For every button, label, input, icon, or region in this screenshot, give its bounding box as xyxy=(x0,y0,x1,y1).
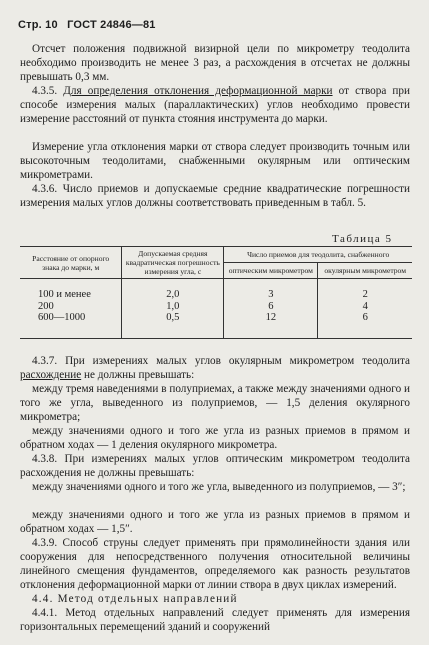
paragraph-half-receptions: между значениями одного и того же угла, выведенного из полуприемов, — 3″; xyxy=(32,481,406,493)
table-row xyxy=(20,301,412,313)
cell-error: 2,0 xyxy=(122,279,224,301)
page-header xyxy=(18,19,162,31)
paragraph-4-4-1: 4.4.1. Метод отдельных направлений следует применять для измерения горизонтальных перемещений зданий и сооружений xyxy=(20,607,410,633)
table-row xyxy=(20,312,412,338)
cell-ocular: 6 xyxy=(318,312,412,338)
paragraph-text: не должны превышать: xyxy=(81,369,195,381)
cell-optical: 3 xyxy=(224,279,318,301)
header-distance: Расстояние от опорного знака до марки, м xyxy=(20,247,122,279)
header-group: Число приемов для теодолита, снабженного xyxy=(224,247,412,263)
underlined-phrase: Для определения отклонения деформационной марки xyxy=(63,85,333,97)
standard-code: ГОСТ 24846—81 xyxy=(67,19,156,31)
header-ocular: окулярным микрометром xyxy=(318,263,412,279)
cell-error: 1,0 xyxy=(122,301,224,313)
cell-optical: 12 xyxy=(224,312,318,338)
paragraph-forward-backward: между значениями одного и того же угла из разных приемов в прямом и обратном ходах — 1,5″. xyxy=(20,509,410,535)
header-error: Допускаемая средняя квадратическая погрешность измерения угла, с xyxy=(122,247,224,279)
paragraph-between-three: между тремя наведениями в полуприемах, а также между значениями одного и того же угла, выведенного из полуприемов, — 1,5 деления окулярного микрометра; xyxy=(20,383,410,423)
paragraph-text: от створа при способе измерения малых (параллактических) углов необходимо провести измерение расстояний от пункта стояния инструмента до марки. xyxy=(20,85,410,125)
table-row xyxy=(20,279,412,301)
cell-ocular: 4 xyxy=(318,301,412,313)
paragraph-measurement: Измерение угла отклонения марки от створа следует производить точным или высокоточным теодолитами, снабженными окулярным или оптическим микрометрами. xyxy=(20,141,410,181)
paragraph-4-3-5 xyxy=(20,84,410,126)
cell-error: 0,5 xyxy=(122,312,224,338)
header-optical: оптическим микрометром xyxy=(224,263,318,279)
cell-distance: 600—1000 xyxy=(20,312,122,338)
cell-ocular: 2 xyxy=(318,279,412,301)
table-5 xyxy=(20,246,412,339)
page-number: Стр. 10 xyxy=(18,19,58,31)
paragraph-4-3-6: 4.3.6. Число приемов и допускаемые средние квадратические погрешности измерения малых углов должны соответствовать приведенным в табл. 5. xyxy=(20,183,410,209)
paragraph-between-values: между значениями одного и того же угла из разных приемов в прямом и обратном ходах — 1 деления окулярного микрометра. xyxy=(20,425,410,451)
paragraph-4-3-7 xyxy=(20,354,410,382)
cell-optical: 6 xyxy=(224,301,318,313)
cell-distance: 100 и менее xyxy=(20,279,122,301)
section-heading-4-4: 4.4. Метод отдельных направлений xyxy=(32,593,238,605)
paragraph-4-3-9: 4.3.9. Способ струны следует применять при прямолинейности здания или сооружения для непосредственного получения относительной величины линейного смещения фундаментов, определяемого как разность результатов отклонения деформационной марки от линии створа в двух циклах измерений. xyxy=(20,537,410,591)
cell-distance: 200 xyxy=(20,301,122,313)
paragraph-4-3-8: 4.3.8. При измерениях малых углов оптическим микрометром теодолита расхождения не должны превышать: xyxy=(20,453,410,479)
paragraph-text: 4.3.7. При измерениях малых углов окулярным микрометром теодолита xyxy=(32,355,410,367)
table-caption: Таблица 5 xyxy=(332,233,393,245)
section-number: 4.3.5. xyxy=(32,85,58,97)
paragraph-4-3-4-end: Отсчет положения подвижной визирной цели по микрометру теодолита необходимо производить не менее 3 раз, а расхождения в отсчетах не должны превышать 0,3 мм. xyxy=(20,43,410,83)
underlined-word: расхождение xyxy=(20,369,82,381)
